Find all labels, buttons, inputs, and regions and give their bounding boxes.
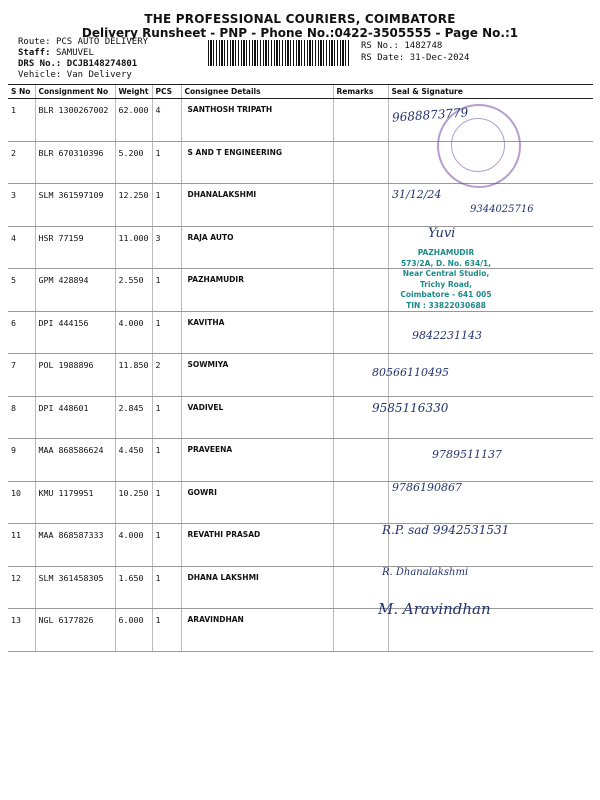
row-weight: 2.550 [115, 269, 152, 312]
staff-line [18, 48, 94, 58]
row-weight: 4.000 [115, 311, 152, 354]
row-pcs: 1 [152, 566, 181, 609]
table-row [8, 481, 593, 524]
col-consignee: Consignee Details [181, 85, 333, 99]
table-row [8, 566, 593, 609]
signature-7: 80566110495 [372, 366, 449, 379]
signature-13: M. Aravindhan [378, 600, 491, 618]
rs-date-label: RS Date: [361, 53, 405, 63]
runsheet-title: Delivery Runsheet - PNP - Phone No.:0422-3505555 - Page No.:1 [81, 26, 519, 40]
drs-label: DRS No.: [18, 59, 62, 69]
row-consignment: NGL 6177826 [35, 609, 115, 652]
table-row [8, 396, 593, 439]
shop-stamp-tin: TIN : 33822030688 [406, 300, 486, 310]
row-sno: 9 [8, 439, 35, 482]
route-line [18, 37, 148, 47]
row-sno: 10 [8, 481, 35, 524]
row-weight: 12.250 [115, 184, 152, 227]
row-remarks [333, 524, 388, 567]
row-remarks [333, 481, 388, 524]
row-remarks [333, 184, 388, 227]
signature-11: R.P. sad 9942531531 [382, 523, 510, 537]
row-pcs: 1 [152, 439, 181, 482]
row-consignee: S AND T ENGINEERING [181, 141, 333, 184]
row-pcs: 1 [152, 184, 181, 227]
staff-value: SAMUVEL [55, 48, 94, 58]
row-consignment: BLR 1300267002 [35, 99, 115, 142]
row-sno: 8 [8, 396, 35, 439]
row-consignee: KAVITHA [181, 311, 333, 354]
table-body [8, 99, 593, 652]
row-consignment: SLM 361597109 [35, 184, 115, 227]
row-consignment: HSR 77159 [35, 226, 115, 269]
row-consignee: SANTHOSH TRIPATH [181, 99, 333, 142]
row-consignee: RAJA AUTO [181, 226, 333, 269]
shop-stamp-name: PAZHAMUDIR [417, 248, 475, 257]
row-sno: 12 [8, 566, 35, 609]
signature-3-phone: 9344025716 [470, 204, 534, 215]
row-weight: 11.000 [115, 226, 152, 269]
table-header [8, 85, 593, 99]
row-pcs: 4 [152, 99, 181, 142]
row-consignee: PAZHAMUDIR [181, 269, 333, 312]
signature-4: Yuvi [428, 226, 456, 241]
table-row [8, 311, 593, 354]
row-weight: 10.250 [115, 481, 152, 524]
row-sno: 4 [8, 226, 35, 269]
row-consignee: VADIVEL [181, 396, 333, 439]
rs-date-line [361, 53, 469, 63]
row-pcs: 1 [152, 269, 181, 312]
row-pcs: 1 [152, 524, 181, 567]
drs-value: DCJB148274801 [66, 59, 138, 69]
row-pcs: 2 [152, 354, 181, 397]
row-weight: 2.845 [115, 396, 152, 439]
signature-10: 9786190867 [392, 481, 462, 494]
row-sno: 6 [8, 311, 35, 354]
route-label: Route: [18, 37, 51, 47]
vehicle-line [18, 70, 132, 80]
row-consignee: PRAVEENA [181, 439, 333, 482]
row-consignee: ARAVINDHAN [181, 609, 333, 652]
signature-1: 9688873779 [391, 105, 469, 125]
col-weight: Weight [115, 85, 152, 99]
row-consignee: REVATHI PRASAD [181, 524, 333, 567]
row-consignment: DPI 444156 [35, 311, 115, 354]
row-consignee: DHANA LAKSHMI [181, 566, 333, 609]
signature-9: 9789511137 [432, 448, 502, 461]
row-pcs: 1 [152, 609, 181, 652]
col-sno: S No [8, 85, 35, 99]
row-remarks [333, 141, 388, 184]
barcode [208, 40, 350, 66]
shop-stamp-line1: 573/2A, D. No. 634/1, [400, 258, 492, 268]
shop-stamp-line2: Near Central Studio, [402, 269, 490, 278]
vehicle-value: Van Delivery [66, 70, 132, 80]
table-row [8, 439, 593, 482]
row-pcs: 1 [152, 396, 181, 439]
row-consignee: GOWRI [181, 481, 333, 524]
rs-date-value: 31-Dec-2024 [409, 53, 470, 63]
row-sno: 2 [8, 141, 35, 184]
row-consignment: POL 1988896 [35, 354, 115, 397]
row-consignment: KMU 1179951 [35, 481, 115, 524]
row-consignee: SOWMIYA [181, 354, 333, 397]
signature-6: 9842231143 [412, 329, 482, 342]
row-sno: 3 [8, 184, 35, 227]
col-signature: Seal & Signature [388, 85, 593, 99]
signature-12: R. Dhanalakshmi [382, 567, 469, 578]
row-consignment: GPM 428894 [35, 269, 115, 312]
row-consignment: SLM 361458305 [35, 566, 115, 609]
row-weight: 11.850 [115, 354, 152, 397]
route-value: PCS AUTO DELIVERY [55, 37, 149, 47]
row-remarks [333, 439, 388, 482]
row-weight: 62.000 [115, 99, 152, 142]
row-consignment: DPI 448601 [35, 396, 115, 439]
company-name: THE PROFESSIONAL COURIERS, COIMBATORE [144, 12, 456, 26]
col-pcs: PCS [152, 85, 181, 99]
shop-stamp-line3: Trichy Road, [419, 279, 473, 289]
row-remarks [333, 99, 388, 142]
vehicle-label: Vehicle: [18, 70, 62, 80]
row-weight: 4.000 [115, 524, 152, 567]
row-consignee: DHANALAKSHMI [181, 184, 333, 227]
drs-line [18, 59, 137, 69]
rs-no-value: 1482748 [404, 41, 443, 51]
row-sno: 5 [8, 269, 35, 312]
staff-label: Staff: [18, 48, 51, 58]
row-sno: 11 [8, 524, 35, 567]
row-remarks [333, 311, 388, 354]
row-weight: 1.650 [115, 566, 152, 609]
table-row [8, 354, 593, 397]
table-row [8, 609, 593, 652]
row-pcs: 1 [152, 141, 181, 184]
row-pcs: 3 [152, 226, 181, 269]
row-pcs: 1 [152, 481, 181, 524]
shop-stamp [366, 248, 526, 311]
rs-no-label: RS No.: [361, 41, 399, 51]
row-weight: 5.200 [115, 141, 152, 184]
row-sno: 1 [8, 99, 35, 142]
rs-no-line [361, 41, 442, 51]
row-consignment: MAA 868586624 [35, 439, 115, 482]
row-consignment: MAA 868587333 [35, 524, 115, 567]
row-weight: 4.450 [115, 439, 152, 482]
signature-8: 9585116330 [372, 401, 449, 415]
row-sno: 7 [8, 354, 35, 397]
row-consignment: BLR 670310396 [35, 141, 115, 184]
row-pcs: 1 [152, 311, 181, 354]
row-sno: 13 [8, 609, 35, 652]
shop-stamp-line4: Coimbatore - 641 005 [400, 290, 492, 299]
row-weight: 6.000 [115, 609, 152, 652]
col-consignment: Consignment No [35, 85, 115, 99]
signature-3-date: 31/12/24 [392, 188, 442, 201]
col-remarks: Remarks [333, 85, 388, 99]
